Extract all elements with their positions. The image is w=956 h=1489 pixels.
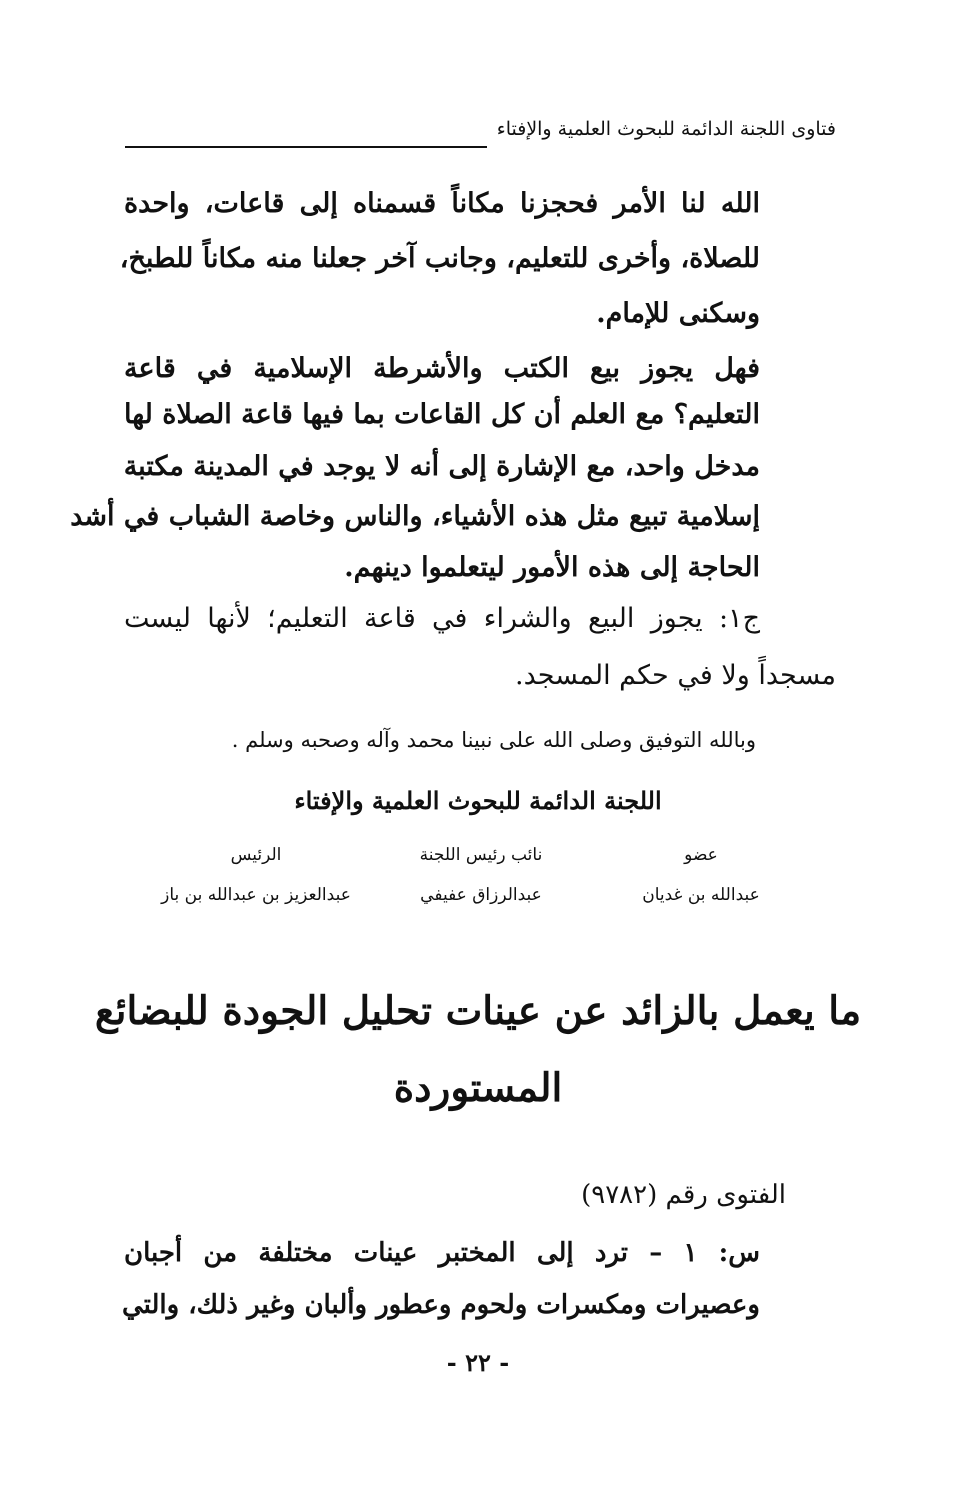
- answer-line: ج١: يجوز البيع والشراء في قاعة التعليم؛ لأنها ليست: [124, 603, 760, 634]
- question-line: للصلاة، وأخرى للتعليم، وجانب آخر جعلنا منه مكاناً للطبخ،: [119, 243, 760, 274]
- closing-prayer: وبالله التوفيق وصلى الله على نبينا محمد وآله وصحبه وسلم .: [231, 728, 756, 752]
- committee-name: اللجنة الدائمة للبحوث العلمية والإفتاء: [294, 786, 662, 815]
- answer-line: مسجداً ولا في حكم المسجد.: [514, 660, 836, 691]
- signatory-name: عبدالله بن غديان: [642, 885, 760, 905]
- question-paragraph-line: الحاجة إلى هذه الأمور ليتعلموا دينهم.: [344, 552, 760, 583]
- page-number: - ٢٢ -: [446, 1348, 510, 1377]
- header-rule: [125, 146, 487, 148]
- question-paragraph-line: فهل يجوز بيع الكتب والأشرطة الإسلامية في قاعة: [124, 353, 760, 384]
- question-line: الله لنا الأمر فحجزنا مكاناً قسمناه إلى قاعات، واحدة: [124, 188, 760, 219]
- next-question-line: س: ١ – ترد إلى المختبر عينات مختلفة من أجبان: [124, 1238, 761, 1268]
- question-paragraph-line: مدخل واحد، مع الإشارة إلى أنه لا يوجد في المدينة مكتبة: [123, 451, 760, 482]
- signatory-title: الرئيس: [230, 845, 282, 865]
- question-paragraph-line: التعليم؟ مع العلم أن كل القاعات بما فيها قاعة الصلاة لها: [124, 399, 760, 430]
- next-question-line: وعصيرات ومكسرات ولحوم وعطور وألبان وغير ذلك، والتي: [121, 1290, 760, 1320]
- section-title-line: المستوردة: [393, 1065, 563, 1111]
- signatory-name: عبدالعزيز بن عبدالله بن باز: [161, 885, 351, 905]
- question-line: وسكنى للإمام.: [596, 298, 760, 329]
- question-paragraph-line: إسلامية تبيع مثل هذه الأشياء، والناس وخاصة الشباب في أشد: [70, 501, 760, 532]
- signatory-title: عضو: [684, 845, 718, 865]
- fatwa-number: الفتوى رقم (٩٧٨٢): [581, 1180, 786, 1210]
- signatory-name: عبدالرزاق عفيفي: [420, 885, 542, 905]
- signatory-title: نائب رئيس اللجنة: [419, 845, 543, 865]
- running-header: فتاوى اللجنة الدائمة للبحوث العلمية والإفتاء: [496, 118, 836, 140]
- section-title-line: ما يعمل بالزائد عن عينات تحليل الجودة للبضائع: [94, 988, 862, 1034]
